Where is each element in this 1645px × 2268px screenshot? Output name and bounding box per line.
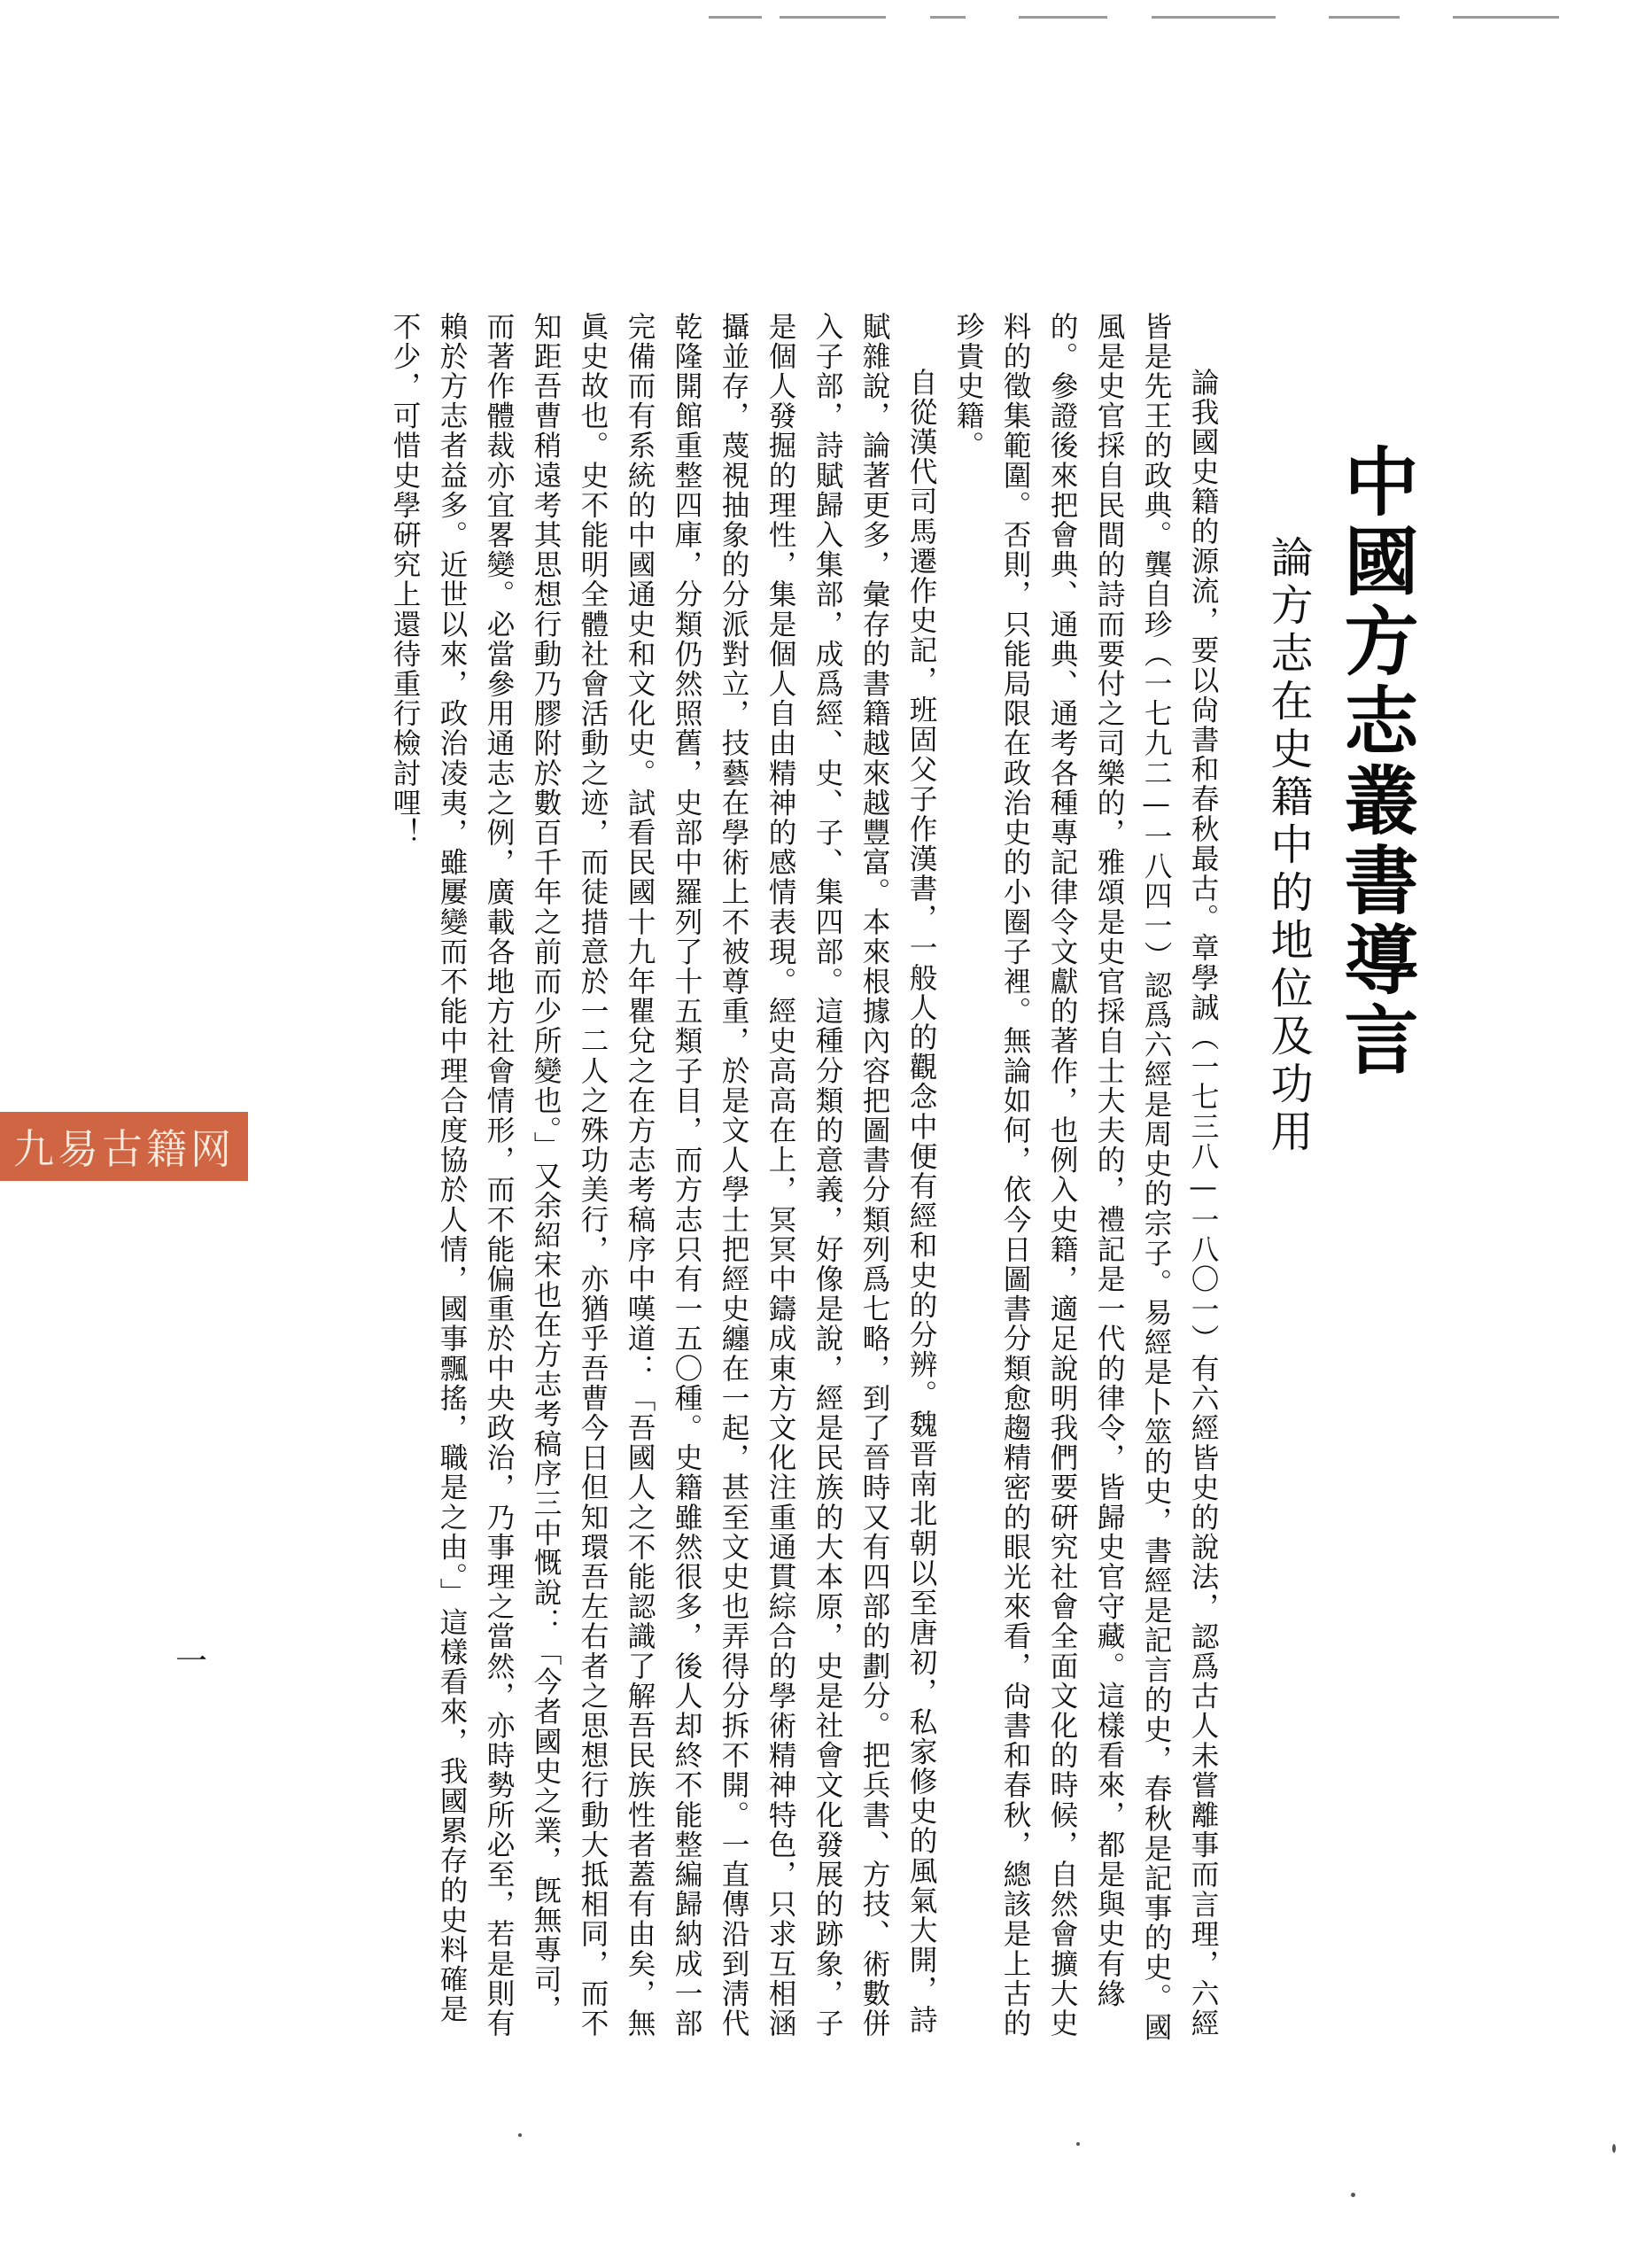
scan-artifact [709, 16, 762, 19]
page-number: 一 [175, 1643, 207, 1680]
paragraph-1: 論我國史籍的源流，要以尙書和春秋最古。章學誠（一七三八—一八〇一）有六經皆史的說法，認爲古人未嘗離事而言理，六經皆是先王的政典。龔自珍（一七九二—一八四一）認爲六經是周史的宗子。易經是卜筮的史，書經是記言的史，春秋是記事的史。國風是史官採自民間的詩而要付之司樂的，雅頌是史官採自士大夫的，禮記是一代的律令，皆歸史官守藏。這樣看來，都是與史有緣的。參證後來把會典、通典、通考各種專記律令文獻的著作，也例入史籍，適足說明我們要硏究社會全面文化的時候，自然會擴大史料的徵集範圍。否則，只能局限在政治史的小圈子裡。無論如何，依今日圖書分類愈趨精密的眼光來看，尙書和春秋，總該是上古的珍貴史籍。 [952, 312, 1219, 2043]
scan-artifact [1019, 16, 1107, 19]
scan-artifact [1152, 16, 1276, 19]
scan-artifact [780, 16, 886, 19]
scan-artifact [1453, 16, 1559, 19]
scan-speck [1076, 2142, 1080, 2146]
watermark-text: 九易古籍网 [13, 1125, 235, 1173]
watermark-banner [0, 1112, 248, 1181]
scan-speck [1351, 2193, 1355, 2197]
body-text [232, 312, 1226, 2048]
scan-artifact [1329, 16, 1400, 19]
paragraph-2: 自從漢代司馬遷作史記，班固父子作漢書，一般人的觀念中便有經和史的分辨。魏晋南北朝以至唐初，私家修史的風氣大開，詩賦雜說，論著更多，彙存的書籍越來越豐富。本來根據內容把圖書分類列爲七略，到了晉時又有四部的劃分。把兵書、方技、術數併入子部，詩賦歸入集部，成爲經、史、子、集四部。這種分類的意義，好像是說，經是民族的大本原，史是社會文化發展的跡象，子是個人發掘的理性，集是個人自由精神的感情表現。經史高高在上，冥冥中鑄成東方文化注重通貫綜合的學術精神特色，只求互相涵攝並存，蔑視抽象的分派對立，技藝在學術上不被尊重，於是文人學士把經史纏在一起，甚至文史也弄得分拆不開。一直傳沿到淸代乾隆開館重整四庫，分類仍然照舊，史部中羅列了十五類子目，而方志只有一五〇種。史籍雖然很多，後人却終不能整編歸納成一部完備而有系統的中國通史和文化史。試看民國十九年瞿兌之在方志考稿序中嘆道：「吾國人之不能認識了解吾民族性者蓋有由矣，無眞史故也。史不能明全體社會活動之迹，而徒措意於一二人之殊功美行，亦猶乎吾曹今日但知環吾左右者之思想行動大抵相同，而不知距吾曹稍遠考其思想行動乃膠附於數百千年之前而少所變也。」又余紹宋也在方志考稿序三中慨說：「今者國史之業，旣無專司，而著作體裁亦宜畧變。必當參用通志之例，廣載各地方社會情形，而不能偏重於中央政治，乃事理之當然，亦時勢所必至，若是則有賴於方志者益多。近世以來，政治凌夷，雖屢變而不能中理合度協於人情，國事飄搖，職是之由。」這樣看來，我國累存的史料確是不少，可惜史學硏究上還待重行檢討哩！ [389, 312, 937, 2039]
page-subtitle: 論方志在史籍中的地位及功用 [1263, 535, 1313, 1157]
scan-speck [1612, 2144, 1616, 2153]
scan-artifact [930, 16, 966, 19]
scan-speck [518, 2133, 522, 2137]
page-title: 中國方志叢書導言 [1332, 443, 1419, 1081]
